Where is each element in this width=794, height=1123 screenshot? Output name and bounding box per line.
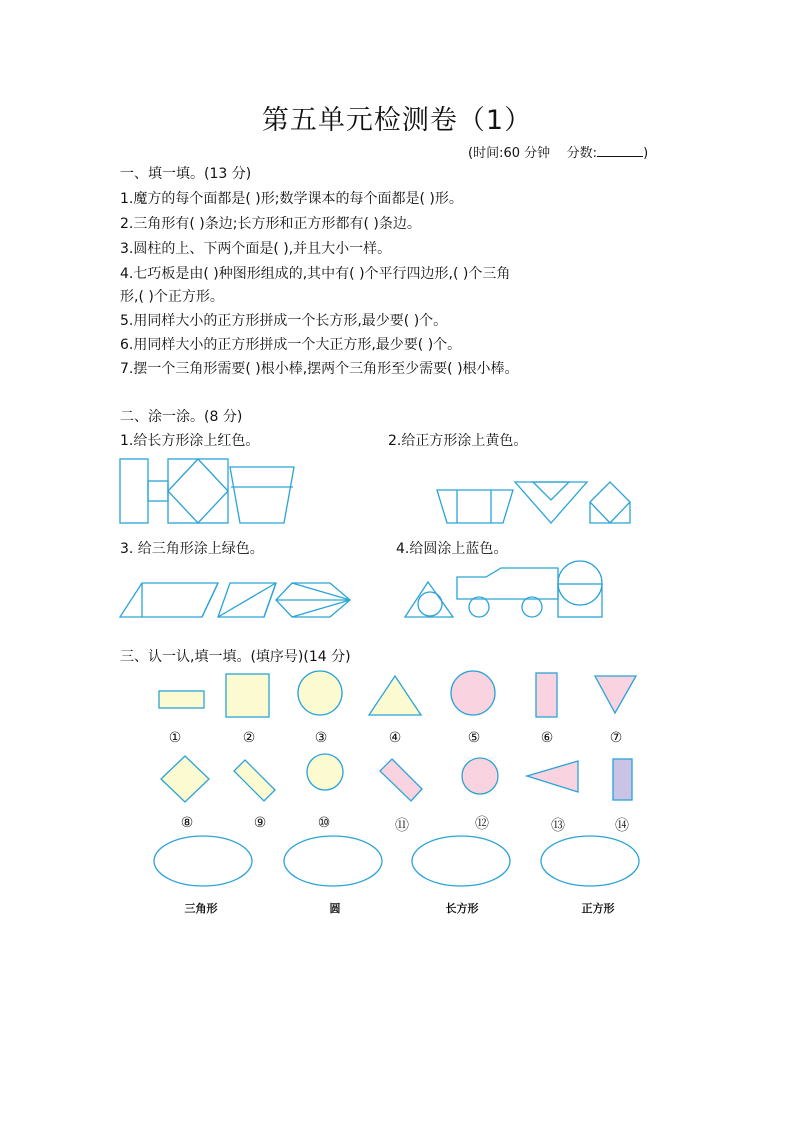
inverted-triangle[interactable] xyxy=(515,482,587,523)
trapezoid[interactable] xyxy=(230,467,294,523)
shape-9-tilted-rectangle[interactable] xyxy=(234,760,275,801)
shape-6-rectangle[interactable] xyxy=(536,673,557,717)
category-rectangle: 长方形 xyxy=(445,902,479,915)
question-4-line1: 4.七巧板是由( )种图形组成的,其中有( )个平行四边形,( )个三角 xyxy=(120,266,511,282)
circle-in-triangle[interactable] xyxy=(418,592,442,616)
exam-meta xyxy=(468,142,648,161)
figure-triangles[interactable] xyxy=(118,580,354,620)
shape-number-7: ⑦ xyxy=(609,730,623,746)
shape-number-3: ③ xyxy=(314,730,328,746)
ellipse-square[interactable] xyxy=(541,836,639,886)
shape-1-rectangle[interactable] xyxy=(159,691,204,708)
figure-circles[interactable] xyxy=(403,558,608,620)
shape-number-9: ⑨ xyxy=(253,815,267,831)
question-5: 5.用同样大小的正方形拼成一个长方形,最少要( )个。 xyxy=(120,313,448,329)
shape-13-triangle[interactable] xyxy=(527,761,578,792)
shape-12-circle[interactable] xyxy=(462,758,498,794)
category-square: 正方形 xyxy=(581,902,615,915)
shape-number-10: ⑩ xyxy=(317,815,331,831)
shape-number-12: ⑫ xyxy=(475,816,489,832)
time-label: (时间:60 分钟 xyxy=(468,146,551,161)
ellipse-triangle[interactable] xyxy=(154,836,252,886)
shape-number-5: ⑤ xyxy=(467,730,481,746)
box-under-circle[interactable] xyxy=(558,584,602,617)
shape-11-tilted-rectangle[interactable] xyxy=(380,759,422,801)
coloring-task-1: 1.给长方形涂上红色。 xyxy=(120,433,260,449)
question-3: 3.圆柱的上、下两个面是( ),并且大小一样。 xyxy=(120,241,392,257)
ellipse-rectangle[interactable] xyxy=(412,836,510,886)
house-pentagon[interactable] xyxy=(590,482,630,523)
question-2: 2.三角形有( )条边;长方形和正方形都有( )条边。 xyxy=(120,216,421,232)
inner-diamond[interactable] xyxy=(168,459,228,523)
shape-number-6: ⑥ xyxy=(540,730,554,746)
shape-7-triangle[interactable] xyxy=(595,676,636,713)
small-diamond-top[interactable] xyxy=(533,482,569,500)
coloring-task-4: 4.给圆涂上蓝色。 xyxy=(396,541,508,557)
shape-14-rectangle[interactable] xyxy=(613,759,632,800)
category-circle: 圆 xyxy=(329,902,341,915)
category-triangle: 三角形 xyxy=(184,902,218,915)
score-label: 分数: xyxy=(566,146,598,161)
coloring-task-3: 3. 给三角形涂上绿色。 xyxy=(120,541,264,557)
shape-number-1: ① xyxy=(168,730,182,746)
question-1: 1.魔方的每个面都是( )形;数学课本的每个面都是( )形。 xyxy=(120,191,463,207)
question-4-line2: 形,( )个正方形。 xyxy=(120,289,224,305)
question-7: 7.摆一个三角形需要( )根小棒,摆两个三角形至少需要( )根小棒。 xyxy=(120,361,519,377)
section1-heading: 一、填一填。(13 分) xyxy=(120,166,252,182)
section2-heading: 二、涂一涂。(8 分) xyxy=(120,409,243,425)
square-frame[interactable] xyxy=(168,459,228,523)
tall-rectangle[interactable] xyxy=(120,459,148,523)
page-title: 第五单元检测卷（1） xyxy=(261,105,533,136)
shape-8-diamond-square[interactable] xyxy=(161,756,209,802)
shape-3-circle[interactable] xyxy=(298,671,342,715)
section3-heading: 三、认一认,填一填。(填序号)(14 分) xyxy=(120,649,351,665)
shape-10-circle[interactable] xyxy=(307,754,343,790)
answer-ellipses xyxy=(150,833,650,893)
shape-2-square[interactable] xyxy=(226,674,269,717)
shape-5-circle[interactable] xyxy=(451,671,495,715)
triangle-with-circle[interactable] xyxy=(405,582,453,617)
shape-number-14: ⑭ xyxy=(615,818,629,834)
question-6: 6.用同样大小的正方形拼成一个大正方形,最少要( )个。 xyxy=(120,337,462,353)
coloring-task-2: 2.给正方形涂上黄色。 xyxy=(388,433,528,449)
shapes-row-1 xyxy=(150,668,650,724)
shape-4-triangle[interactable] xyxy=(369,676,421,715)
truck-body[interactable] xyxy=(457,568,558,599)
shape-number-4: ④ xyxy=(388,730,402,746)
shape-number-13: ⑬ xyxy=(551,818,565,834)
figure-rectangles[interactable] xyxy=(118,457,298,525)
parallelogram-left[interactable] xyxy=(120,583,218,617)
shape-number-8: ⑧ xyxy=(180,815,194,831)
score-blank[interactable] xyxy=(597,144,643,157)
ellipse-circle[interactable] xyxy=(284,836,382,886)
wheel-back[interactable] xyxy=(522,597,542,617)
shapes-row-2 xyxy=(150,752,650,808)
trapezoid-left[interactable] xyxy=(437,490,513,523)
small-square[interactable] xyxy=(148,481,168,501)
big-circle[interactable] xyxy=(558,561,602,605)
wheel-front[interactable] xyxy=(469,597,489,617)
shape-number-11: ⑪ xyxy=(395,818,409,834)
figure-squares[interactable] xyxy=(435,478,640,526)
shape-number-2: ② xyxy=(242,730,256,746)
score-close: ) xyxy=(643,146,649,161)
